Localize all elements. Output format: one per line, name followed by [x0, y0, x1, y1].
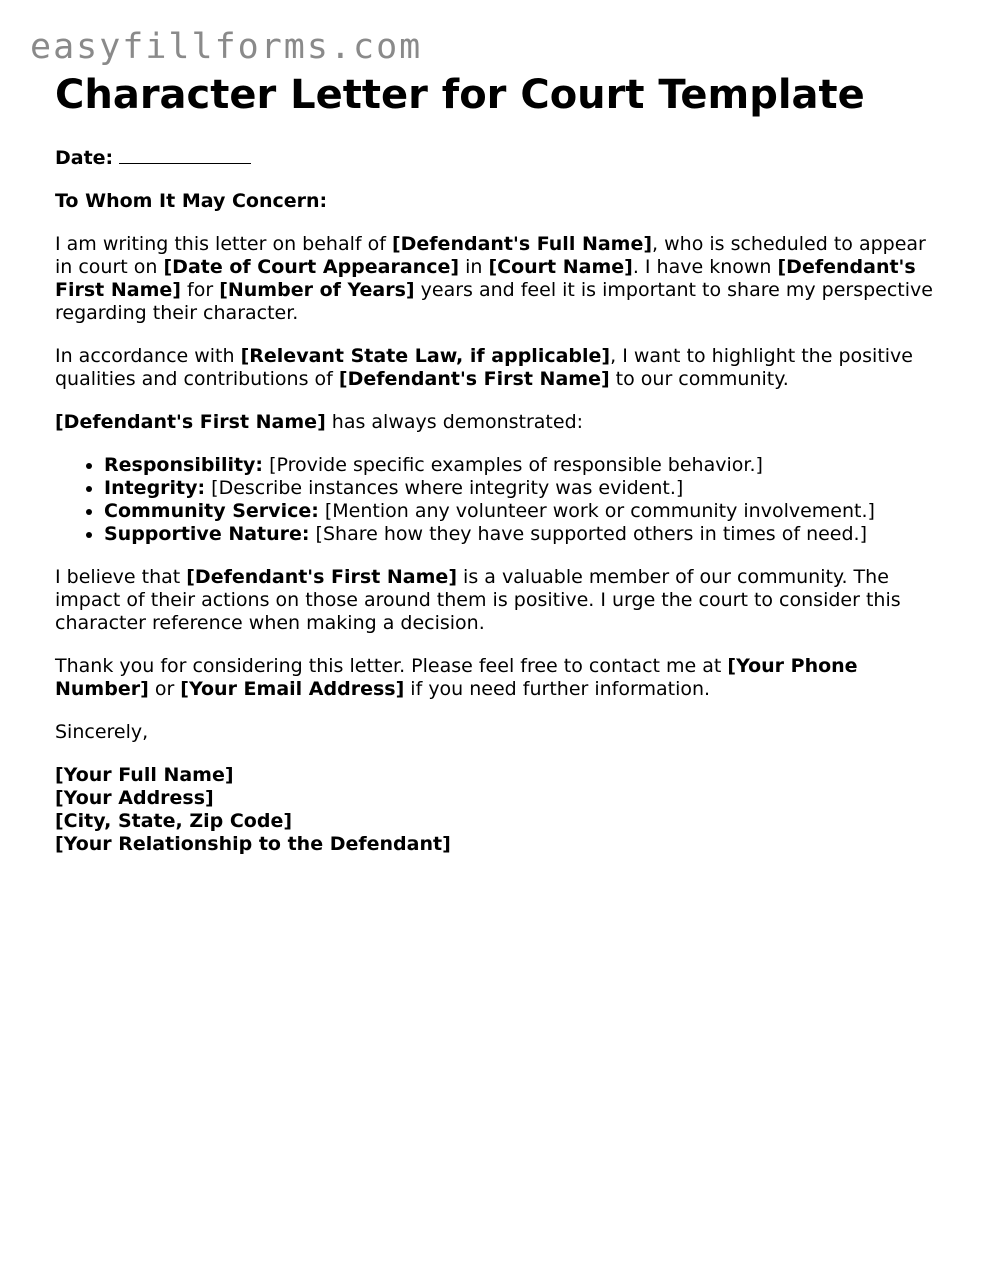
placeholder-defendant-first-name: [Defendant's First Name] [55, 411, 326, 433]
text-segment: if you need further information. [404, 678, 711, 700]
paragraph-demonstrated [55, 411, 945, 434]
site-watermark: easyfillforms.com [30, 27, 423, 67]
paragraph-state-law [55, 345, 945, 391]
placeholder-court-date: [Date of Court Appearance] [163, 256, 460, 278]
placeholder-court-name: [Court Name] [488, 256, 633, 278]
quality-label: Community Service: [104, 500, 319, 522]
placeholder-defendant-full-name: [Defendant's Full Name] [391, 233, 653, 255]
text-segment: is a valuable member of our community. The impact of their actions on those around them is positive. I urge the court to consider this character reference when making a decision. [55, 566, 901, 634]
paragraph-contact [55, 655, 945, 701]
quality-label: Supportive Nature: [104, 523, 310, 545]
placeholder-email-address: [Your Email Address] [180, 678, 405, 700]
placeholder-defendant-first-name: [Defendant's First Name] [338, 368, 610, 390]
date-label: Date: [55, 147, 114, 169]
qualities-list [55, 454, 945, 546]
greeting: To Whom It May Concern: [55, 190, 328, 212]
signature-relationship: [Your Relationship to the Defendant] [55, 833, 451, 855]
list-item [104, 477, 945, 500]
signature-city: [City, State, Zip Code] [55, 810, 293, 832]
letter-document [55, 72, 945, 856]
text-segment: . I have known [632, 256, 778, 278]
placeholder-defendant-first-name: [Defendant's First Name] [186, 566, 457, 588]
quality-text: [Mention any volunteer work or community involvement.] [318, 500, 875, 522]
paragraph-belief [55, 566, 945, 635]
text-segment: has always demonstrated: [325, 411, 584, 433]
placeholder-number-of-years: [Number of Years] [219, 279, 415, 301]
text-segment: In accordance with [55, 345, 241, 367]
text-segment: I believe that [55, 566, 187, 588]
paragraph-intro [55, 233, 945, 325]
text-segment: to our community. [609, 368, 789, 390]
text-segment: , I want to highlight the positive qualities and contributions of [55, 345, 913, 390]
placeholder-defendant-first-name: [Defendant's First Name] [55, 256, 916, 301]
text-segment: , who is scheduled to appear in court on [55, 233, 926, 278]
quality-text: [Provide specific examples of responsible behavior.] [263, 454, 763, 476]
list-item [104, 454, 945, 477]
signature-name: [Your Full Name] [55, 764, 234, 786]
text-segment: for [180, 279, 220, 301]
text-segment: in [459, 256, 489, 278]
list-item [104, 523, 945, 546]
quality-label: Responsibility: [104, 454, 264, 476]
date-field [55, 146, 945, 170]
signature-block [55, 764, 945, 856]
page-title: Character Letter for Court Template [55, 72, 865, 118]
quality-label: Integrity: [104, 477, 206, 499]
list-item [104, 500, 945, 523]
quality-text: [Describe instances where integrity was evident.] [205, 477, 684, 499]
date-blank-line [119, 146, 251, 164]
placeholder-state-law: [Relevant State Law, if applicable] [240, 345, 611, 367]
text-segment: I am writing this letter on behalf of [55, 233, 392, 255]
text-segment: years and feel it is important to share my perspective regarding their character. [55, 279, 933, 324]
placeholder-phone-number: [Your Phone Number] [55, 655, 858, 700]
quality-text: [Share how they have supported others in times of need.] [309, 523, 868, 545]
text-segment: or [148, 678, 181, 700]
closing: Sincerely, [55, 721, 149, 743]
text-segment: Thank you for considering this letter. Please feel free to contact me at [55, 655, 728, 677]
signature-address: [Your Address] [55, 787, 214, 809]
